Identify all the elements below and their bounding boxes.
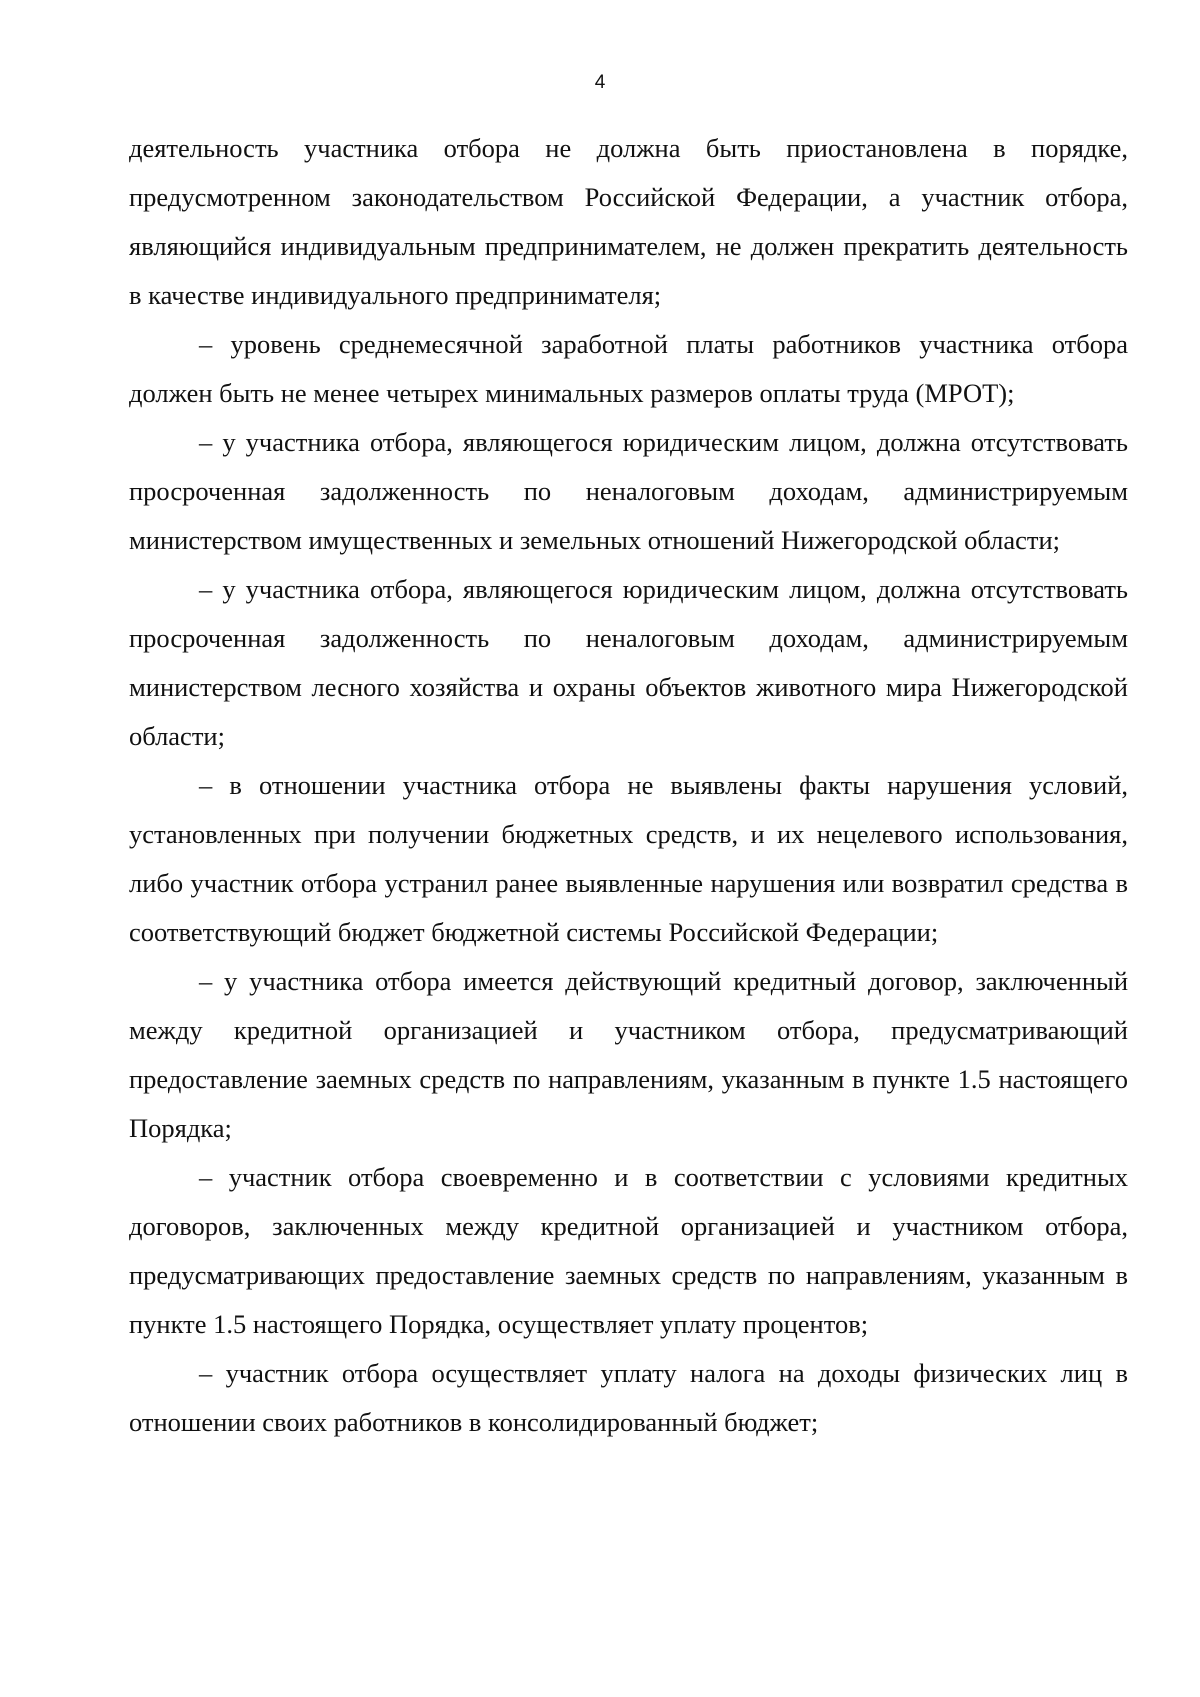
page-number: 4 (594, 72, 606, 93)
paragraph-no-debt-property-ministry: – у участника отбора, являющегося юридическим лицом, должна отсутствовать просроченная задолженность по неналоговым доходам, администрируемым министерством имущественных и земельных отношений Нижегородской области; (129, 427, 1128, 555)
paragraph-credit-agreement: – у участника отбора имеется действующий кредитный договор, заключенный между кредитной организацией и участником отбора, предусматривающий предоставление заемных средств по направлениям, указанным в пункте 1.5 настоящего Порядка; (129, 966, 1128, 1143)
paragraph-income-tax: – участник отбора осуществляет уплату налога на доходы физических лиц в отношении своих работников в консолидированный бюджет; (129, 1358, 1128, 1437)
paragraph-activity-not-suspended: деятельность участника отбора не должна быть приостановлена в порядке, предусмотренном законодательством Российской Федерации, а участник отбора, являющийся индивидуальным предпринимателем, не должен прекратить деятельность в качестве индивидуального предпринимателя; (129, 133, 1128, 310)
paragraph-no-debt-forestry-ministry: – у участника отбора, являющегося юридическим лицом, должна отсутствовать просроченная задолженность по неналоговым доходам, администрируемым министерством лесного хозяйства и охраны объектов животного мира Нижегородской области; (129, 574, 1128, 751)
paragraph-no-violations: – в отношении участника отбора не выявлены факты нарушения условий, установленных при получении бюджетных средств, и их нецелевого использования, либо участник отбора устранил ранее выявленные нарушения или возвратил средства в соответствующий бюджет бюджетной системы Российской Федерации; (129, 770, 1128, 947)
paragraph-interest-payment: – участник отбора своевременно и в соответствии с условиями кредитных договоров, заключенных между кредитной организацией и участником отбора, предусматривающих предоставление заемных средств по направлениям, указанным в пункте 1.5 настоящего Порядка, осуществляет уплату процентов; (129, 1162, 1128, 1339)
document-body (129, 124, 1128, 1447)
paragraph-average-salary: – уровень среднемесячной заработной платы работников участника отбора должен быть не менее четырех минимальных размеров оплаты труда (МРОТ); (129, 329, 1128, 408)
